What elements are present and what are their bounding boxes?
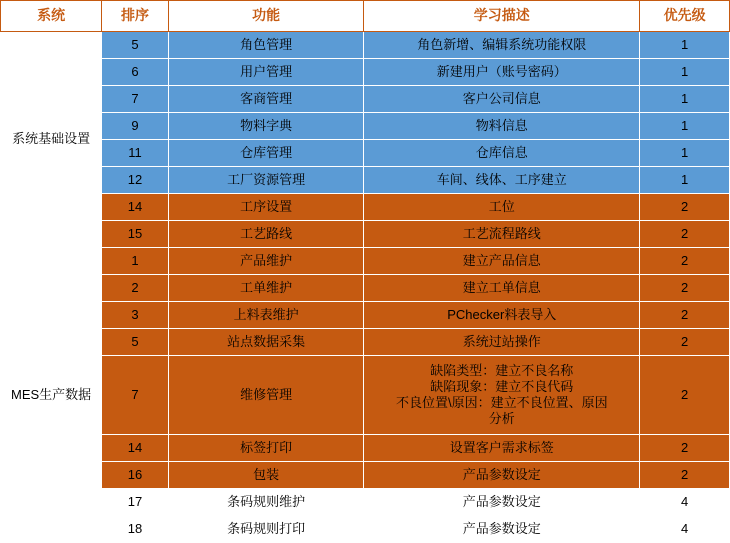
table-row <box>1 221 730 248</box>
cell-priority: 4 <box>640 489 730 516</box>
column-header: 优先级 <box>640 1 730 32</box>
column-header: 学习描述 <box>364 1 640 32</box>
cell-order: 11 <box>102 140 169 167</box>
cell-description: 新建用户（账号密码） <box>364 59 640 86</box>
cell-priority: 2 <box>640 356 730 435</box>
cell-priority: 1 <box>640 167 730 194</box>
cell-priority: 1 <box>640 86 730 113</box>
table-row <box>1 489 730 516</box>
cell-order: 5 <box>102 32 169 59</box>
cell-description: 角色新增、编辑系统功能权限 <box>364 32 640 59</box>
cell-priority: 2 <box>640 194 730 221</box>
table-row <box>1 167 730 194</box>
cell-function: 客商管理 <box>168 86 363 113</box>
description-line: 不良位置\原因：建立不良位置、原因 <box>395 395 608 410</box>
cell-priority: 2 <box>640 302 730 329</box>
cell-order: 18 <box>102 516 169 543</box>
cell-description: 仓库信息 <box>364 140 640 167</box>
cell-order: 2 <box>102 275 169 302</box>
cell-priority: 2 <box>640 435 730 462</box>
cell-priority: 1 <box>640 113 730 140</box>
cell-priority: 1 <box>640 32 730 59</box>
cell-function: 工单维护 <box>168 275 363 302</box>
cell-priority: 1 <box>640 59 730 86</box>
cell-function: 站点数据采集 <box>168 329 363 356</box>
table-row <box>1 248 730 275</box>
cell-description: 车间、线体、工序建立 <box>364 167 640 194</box>
cell-order: 1 <box>102 248 169 275</box>
cell-function: 维修管理 <box>168 356 363 435</box>
cell-priority: 2 <box>640 275 730 302</box>
cell-function: 用户管理 <box>168 59 363 86</box>
system-group-name: MES生产数据 <box>1 248 102 543</box>
cell-description: 建立产品信息 <box>364 248 640 275</box>
cell-order: 7 <box>102 356 169 435</box>
table-row <box>1 194 730 221</box>
table-row <box>1 356 730 435</box>
cell-function: 产品维护 <box>168 248 363 275</box>
cell-description: 工位 <box>364 194 640 221</box>
cell-description <box>364 356 640 435</box>
cell-description: 设置客户需求标签 <box>364 435 640 462</box>
cell-description: 系统过站操作 <box>364 329 640 356</box>
cell-order: 14 <box>102 194 169 221</box>
cell-function: 条码规则维护 <box>168 489 363 516</box>
cell-function: 仓库管理 <box>168 140 363 167</box>
cell-order: 16 <box>102 462 169 489</box>
table-header-row <box>1 1 730 32</box>
column-header: 排序 <box>102 1 169 32</box>
table-row <box>1 275 730 302</box>
cell-description: 产品参数设定 <box>364 462 640 489</box>
cell-function: 上料表维护 <box>168 302 363 329</box>
cell-description: 建立工单信息 <box>364 275 640 302</box>
description-line: 分析 <box>488 411 515 427</box>
cell-description: 产品参数设定 <box>364 489 640 516</box>
cell-priority: 2 <box>640 221 730 248</box>
cell-order: 9 <box>102 113 169 140</box>
cell-function: 工序设置 <box>168 194 363 221</box>
cell-priority: 1 <box>640 140 730 167</box>
cell-description: 客户公司信息 <box>364 86 640 113</box>
column-header: 系统 <box>1 1 102 32</box>
cell-order: 7 <box>102 86 169 113</box>
cell-priority: 2 <box>640 329 730 356</box>
cell-description: 物料信息 <box>364 113 640 140</box>
cell-function: 标签打印 <box>168 435 363 462</box>
cell-function: 物料字典 <box>168 113 363 140</box>
table-row <box>1 140 730 167</box>
description-line: 缺陷现象：建立不良代码 <box>430 378 574 394</box>
table-row <box>1 86 730 113</box>
cell-description: PChecker料表导入 <box>364 302 640 329</box>
table-row <box>1 516 730 543</box>
cell-order: 3 <box>102 302 169 329</box>
table-row <box>1 329 730 356</box>
cell-function: 角色管理 <box>168 32 363 59</box>
cell-function: 工厂资源管理 <box>168 167 363 194</box>
cell-priority: 2 <box>640 462 730 489</box>
table-row <box>1 302 730 329</box>
cell-order: 6 <box>102 59 169 86</box>
cell-function: 工艺路线 <box>168 221 363 248</box>
cell-description: 产品参数设定 <box>364 516 640 543</box>
cell-order: 15 <box>102 221 169 248</box>
system-group-name: 系统基础设置 <box>1 32 102 248</box>
cell-priority: 4 <box>640 516 730 543</box>
cell-function: 条码规则打印 <box>168 516 363 543</box>
cell-order: 14 <box>102 435 169 462</box>
column-header: 功能 <box>168 1 363 32</box>
table-row <box>1 32 730 59</box>
cell-priority: 2 <box>640 248 730 275</box>
table-row <box>1 59 730 86</box>
cell-order: 12 <box>102 167 169 194</box>
table-row <box>1 462 730 489</box>
table-row <box>1 435 730 462</box>
table-row <box>1 113 730 140</box>
cell-order: 5 <box>102 329 169 356</box>
description-line: 缺陷类型：建立不良名称 <box>430 362 574 378</box>
cell-function: 包装 <box>168 462 363 489</box>
cell-order: 17 <box>102 489 169 516</box>
cell-description: 工艺流程路线 <box>364 221 640 248</box>
